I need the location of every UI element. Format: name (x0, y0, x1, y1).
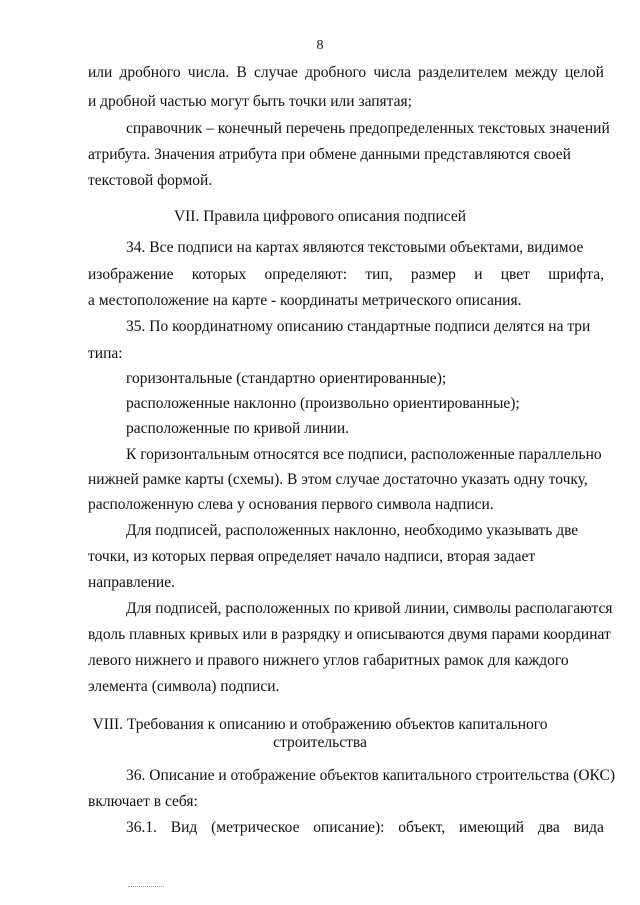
text-line: К горизонтальным относятся все подписи, расположенные параллельно (126, 446, 602, 463)
word: дробного (305, 64, 367, 81)
word: и (474, 266, 483, 283)
text-line: точки, из которых первая определяет начало надписи, вторая задает (88, 548, 536, 565)
text-line: вдоль плавных кривых или в разрядку и описываются двумя парами координат (88, 626, 611, 643)
word: случае (254, 64, 298, 81)
word: 36.1. (126, 819, 157, 836)
text-line: 35. По координатному описанию стандартные подписи делятся на три (126, 318, 591, 335)
word: цвет (500, 266, 530, 283)
list-item: расположенные наклонно (произвольно ориентированные); (126, 395, 520, 412)
word: (метрическое (211, 819, 300, 836)
text-line: включает в себя: (88, 793, 198, 810)
word: числа. (187, 64, 230, 81)
text-line: текстовой формой. (88, 172, 213, 189)
text-line: атрибута. Значения атрибута при обмене данными представляются своей (88, 146, 571, 163)
text-line: расположенную слева у основания первого символа надписи. (88, 496, 494, 513)
list-item: расположенные по кривой линии. (126, 420, 350, 437)
text-line: а местоположение на карте - координаты метрического описания. (88, 292, 522, 309)
text-line: направление. (88, 574, 175, 591)
word: вида (573, 819, 604, 836)
scan-artifact-mark (128, 886, 164, 888)
page-number: 8 (316, 38, 324, 53)
word: которых (191, 266, 247, 283)
text-line: левого нижнего и правого нижнего углов габаритных рамок для каждого (88, 652, 569, 669)
word: разделителем (418, 64, 508, 81)
list-item: горизонтальные (стандартно ориентированные); (126, 370, 447, 387)
text-line: Для подписей, расположенных наклонно, необходимо указывать две (126, 522, 579, 539)
section-heading: VIII. Требования к описанию и отображению объектов капитального (92, 716, 548, 733)
word: тип, (365, 266, 393, 283)
word: описание): (313, 819, 385, 836)
text-line: нижней рамке карты (схемы). В этом случае достаточно указать одну точку, (88, 471, 588, 488)
text-line: Для подписей, расположенных по кривой линии, символы располагаются (126, 600, 613, 617)
text-line: 36. Описание и отображение объектов капитального строительства (ОКС) (126, 767, 615, 784)
justified-line (88, 266, 604, 284)
word: два (537, 819, 560, 836)
section-heading-continued: строительства (273, 734, 367, 751)
word: числа (373, 64, 411, 81)
word: объект, (398, 819, 446, 836)
word: определяют: (264, 266, 348, 283)
word: между (514, 64, 558, 81)
text-line: типа: (88, 345, 123, 362)
text-line-content (88, 64, 604, 82)
word: Вид (170, 819, 198, 836)
text-line: элемента (символа) подписи. (88, 678, 280, 695)
word: или (88, 64, 113, 81)
word: размер (410, 266, 456, 283)
text-line: и дробной частью могут быть точки или запятая; (88, 93, 412, 110)
word: В (236, 64, 247, 81)
word: имеющий (459, 819, 525, 836)
text-line: справочник – конечный перечень предопределенных текстовых значений (126, 120, 610, 137)
word: изображение (88, 266, 174, 283)
word: дробного (119, 64, 181, 81)
word: целой (564, 64, 604, 81)
section-heading: VII. Правила цифрового описания подписей (173, 208, 467, 225)
text-line (88, 64, 604, 82)
word: шрифта, (548, 266, 604, 283)
justified-line (126, 819, 604, 837)
text-line: 34. Все подписи на картах являются текстовыми объектами, видимое (126, 239, 584, 256)
